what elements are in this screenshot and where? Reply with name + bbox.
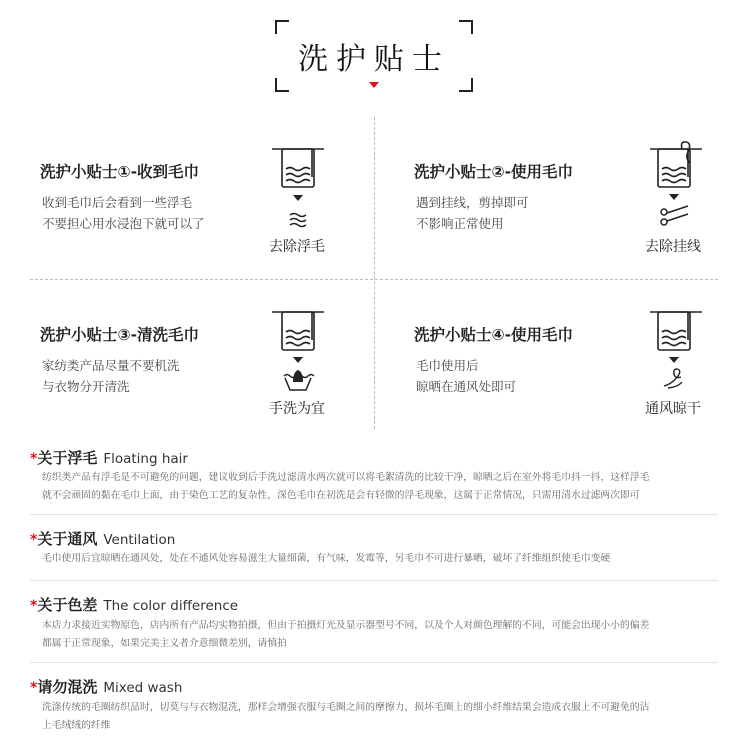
note-heading: *关于色差 The color difference: [30, 596, 239, 614]
note-body: 纺织类产品有浮毛是不可避免的问题，建议收到后手洗过滤清水两次就可以将毛絮清洗的比较干净，晾晒之后在室外将毛巾抖一抖，这样浮毛 就不会顽固的黏在毛巾上面，由于染色工艺的复杂性，深色毛巾在初洗是会有轻微的浮毛现象，这属于正常情况，只需用清水过滤两次即可: [42, 472, 650, 501]
tip-text: 毛巾使用后 晾晒在通风处即可: [416, 358, 517, 394]
tip-title: 洗护小贴士④-使用毛巾: [414, 326, 574, 344]
tip-title: 洗护小贴士②-使用毛巾: [414, 163, 574, 181]
note-heading: *关于浮毛 Floating hair: [30, 449, 188, 467]
frame-corner: [459, 20, 473, 34]
page-title: 洗护贴士: [298, 42, 450, 77]
tip-caption: 通风晾干: [645, 401, 701, 417]
tip-text: 收到毛巾后会看到一些浮毛 不要担心用水浸泡下就可以了: [42, 195, 205, 231]
note-body: 毛巾使用后宜晾晒在通风处，处在不通风处容易滋生大量细菌，有气味，发霉等，另毛巾不可进行暴晒，破坏了纤维组织使毛巾变硬: [42, 553, 611, 564]
horizontal-divider: [30, 279, 718, 280]
note-divider: [30, 580, 718, 581]
towel-scissors-icon: [646, 140, 706, 232]
note-heading: *关于通风 Ventilation: [30, 530, 176, 548]
tip-caption: 手洗为宜: [269, 401, 325, 417]
tip-caption: 去除挂线: [645, 239, 701, 255]
tip-title: 洗护小贴士①-收到毛巾: [40, 163, 200, 181]
tip-text: 家纺类产品尽量不要机洗 与衣物分开清洗: [42, 358, 180, 394]
towel-hand-wash-icon: [268, 306, 328, 398]
tip-text: 遇到挂线，剪掉即可 不影响正常使用: [416, 195, 529, 231]
tip-title: 洗护小贴士③-清洗毛巾: [40, 326, 200, 344]
title-marker-icon: [369, 82, 379, 88]
note-heading: *请勿混洗 Mixed wash: [30, 678, 183, 696]
frame-corner: [459, 78, 473, 92]
tip-caption: 去除浮毛: [269, 239, 325, 255]
frame-corner: [275, 78, 289, 92]
note-divider: [30, 662, 718, 663]
frame-corner: [275, 20, 289, 34]
vertical-divider: [374, 117, 375, 429]
towel-wind-icon: [646, 306, 706, 398]
note-body: 洗涤传统的毛圈纺织品时，切莫与与衣物混洗，那样会增强衣服与毛圈之间的摩擦力，损坏毛圈上的细小纤维结果会造成衣服上不可避免的沾 上毛绒绒的纤维: [42, 702, 650, 731]
towel-waves-icon: [268, 143, 328, 235]
note-body: 本店力求接近实物原色，店内所有产品均实物拍摄，但由于拍摄灯光及显示器型号不同，以及个人对颜色理解的不同，可能会出现小小的偏差 都属于正常现象，如果完美主义者介意细微差别，请慎拍: [42, 620, 650, 649]
note-divider: [30, 514, 718, 515]
